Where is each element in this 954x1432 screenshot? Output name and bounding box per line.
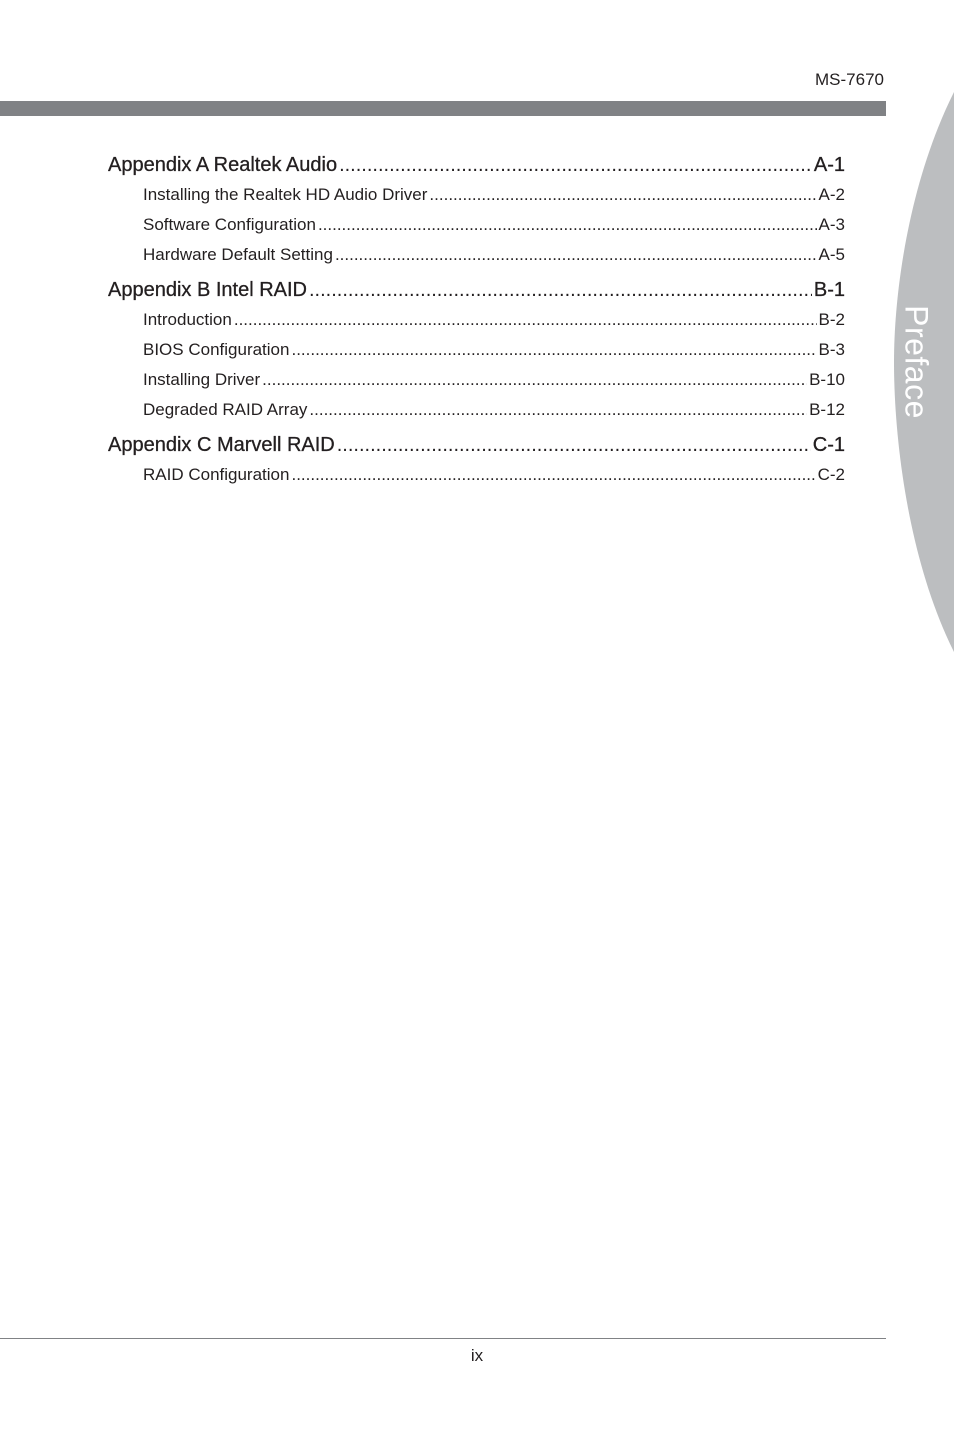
toc-leader [339, 150, 812, 180]
toc-leader [291, 335, 816, 365]
toc-item[interactable] [108, 460, 845, 490]
toc-item-title: Introduction [143, 310, 232, 329]
toc-item-title: BIOS Configuration [143, 340, 290, 359]
toc-chapter-page: B-1 [813, 279, 845, 301]
toc-item[interactable] [108, 210, 845, 240]
toc-item-title: Hardware Default Setting [143, 245, 333, 264]
toc-item-title: Installing Driver [143, 370, 261, 389]
toc-leader [318, 210, 817, 240]
toc-chapter-title: Appendix B Intel RAID [108, 279, 307, 301]
table-of-contents [108, 150, 845, 490]
toc-chapter-page: C-1 [812, 434, 845, 456]
toc-leader [429, 180, 816, 210]
toc-item-title: Degraded RAID Array [143, 400, 308, 419]
toc-chapter-title: Appendix A Realtek Audio [108, 154, 338, 176]
toc-chapter-appendix-b[interactable] [108, 275, 845, 305]
toc-item[interactable] [108, 395, 845, 425]
toc-leader [234, 305, 817, 335]
toc-leader [262, 365, 807, 395]
toc-item-title: RAID Configuration [143, 465, 290, 484]
toc-leader [335, 240, 817, 270]
toc-item-page: B-12 [809, 400, 845, 419]
side-tab-label: Preface [898, 305, 935, 419]
toc-item-page: B-3 [818, 340, 845, 359]
toc-chapter-page: A-1 [813, 154, 845, 176]
model-number: MS-7670 [815, 70, 884, 89]
toc-item-page: C-2 [817, 465, 845, 484]
toc-item[interactable] [108, 180, 845, 210]
toc-item-page: A-2 [818, 185, 845, 204]
toc-leader [337, 430, 811, 460]
toc-item[interactable] [108, 240, 845, 270]
footer-rule [0, 1338, 886, 1339]
toc-item-page: B-2 [818, 310, 845, 329]
toc-leader [309, 275, 812, 305]
page-number: ix [470, 1346, 484, 1365]
toc-item[interactable] [108, 365, 845, 395]
toc-item-page: A-5 [818, 245, 845, 264]
toc-item-page: B-10 [809, 370, 845, 389]
toc-item[interactable] [108, 305, 845, 335]
toc-chapter-title: Appendix C Marvell RAID [108, 434, 335, 456]
toc-leader [309, 395, 807, 425]
header-bar [0, 101, 886, 116]
toc-chapter-appendix-c[interactable] [108, 430, 845, 460]
toc-leader [291, 460, 815, 490]
toc-item-page: A-3 [818, 215, 845, 234]
toc-item[interactable] [108, 335, 845, 365]
toc-item-title: Installing the Realtek HD Audio Driver [143, 185, 428, 204]
toc-chapter-appendix-a[interactable] [108, 150, 845, 180]
toc-item-title: Software Configuration [143, 215, 316, 234]
